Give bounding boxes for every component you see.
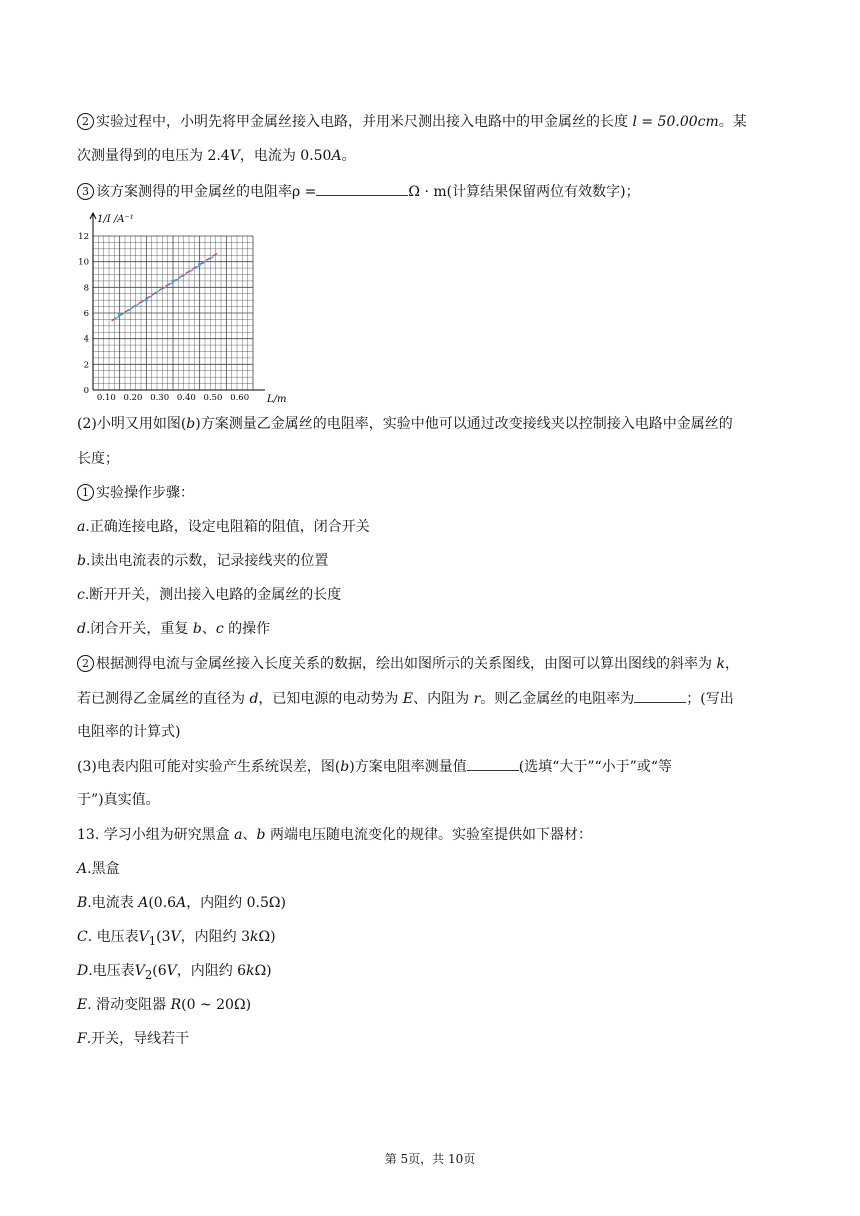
y-tick-label: 12 [78,232,89,242]
text: 。 [341,148,356,164]
answer-blank[interactable] [467,756,519,771]
text: 根据测得电流与金属丝接入长度关系的数据，绘出如图所示的关系图线，由图可以算出图线的斜率为 [96,656,712,672]
text: .电压表 [88,963,135,979]
text: E [77,997,88,1013]
y-tick-label: 10 [78,257,89,268]
answer-blank[interactable] [316,181,408,196]
text: a [77,519,86,535]
text: 2 [144,967,153,982]
data-point [198,263,201,266]
option-b [77,893,286,913]
text-line [77,790,160,810]
text: 于”)真实值。 [77,792,160,808]
text: ；(写出 [686,691,734,707]
page-footer: 第 5页，共 10页 [384,1152,476,1166]
chart-labels [97,214,287,405]
answer-blank[interactable] [634,688,686,703]
text: C [77,929,88,945]
text: 、 [242,827,257,843]
text: b [186,416,196,432]
text: (0.6 [148,895,177,911]
text: V [134,963,145,979]
text: .断开开关，测出接入电路的金属丝的长度 [84,587,342,603]
chart-grid [93,236,253,390]
text-line [77,449,119,469]
text-line [77,688,734,709]
circled-number: 1 [77,484,94,501]
circled-number: 2 [77,655,94,672]
text: .电流表 [87,895,134,911]
text: V [138,929,149,945]
question-13-title [77,825,592,845]
text: (0 ~ 20Ω) [181,997,252,1013]
text-line [77,146,356,166]
text: A [176,895,187,911]
text: b [77,553,86,569]
y-axis-label: 1/I /A⁻¹ [97,214,134,225]
math-d: d [249,691,259,707]
text: (选填“大于”“小于”或“等 [518,759,672,775]
y-tick-label: 6 [83,309,89,319]
text: V [166,963,177,979]
unit: V [229,148,240,164]
text: 长度； [77,451,119,467]
text-line [77,756,672,777]
text: F [77,1031,87,1047]
text: Ω) [258,929,276,945]
text: Ω) [254,963,272,979]
text-line [77,654,739,674]
text-line [77,112,747,132]
text: V [170,929,181,945]
y-tick-label: 8 [83,283,89,294]
text: (3 [156,929,171,945]
x-tick-label: 0.40 [176,393,196,403]
text: ，内阻约 6 [176,963,247,979]
circled-number: 2 [77,113,94,130]
step-c [77,585,341,605]
text: b [256,827,266,843]
text-line [77,722,180,742]
text: c [215,621,224,637]
math-length: l = 50.00cm [632,114,719,130]
text: . 滑动变阻器 [87,997,167,1013]
option-d [77,961,272,985]
step-d [77,619,270,639]
option-a [77,859,120,879]
text: D [77,963,89,979]
text: 电阻率的计算式) [77,724,181,740]
text: .读出电流表的示数，记录接线夹的位置 [85,553,329,569]
text: .正确连接电路，设定电阻箱的阻值，闭合开关 [85,519,370,535]
text: .黑盒 [87,861,120,877]
option-f [77,1029,189,1049]
text: .开关，导线若干 [86,1031,190,1047]
text-line [77,181,640,202]
circled-number: 3 [77,183,94,200]
line-chart [75,208,295,406]
step-a [77,517,370,537]
x-tick-label: 0.60 [230,393,250,403]
text: )方案测量乙金属丝的电阻率，实验中他可以通过改变接线夹以控制接入电路中金属丝的 [195,416,733,432]
text: (3)电表内阻可能对实验产生系统误差，图( [77,759,341,775]
text: A [138,895,149,911]
x-tick-label: 0.50 [203,393,223,403]
text: Ω · m(计算结果保留两位有效数字)； [408,184,640,200]
text: ，内阻约 0.5Ω) [186,895,286,911]
text: ，内阻约 3 [180,929,251,945]
text: A [77,861,88,877]
text: d [77,621,86,637]
text: k [250,929,259,945]
text: 该方案测得的甲金属丝的电阻率ρ = [96,184,317,200]
text: .闭合开关，重复 [85,621,189,637]
text: B [77,895,88,911]
text: 若已测得乙金属丝的直径为 [77,691,245,707]
text: c [77,587,85,603]
text: 次测量得到的电压为 2.4 [77,148,230,164]
data-point [118,313,121,316]
unit: A [331,148,342,164]
text: 实验操作步骤： [96,485,194,501]
step-b [77,551,328,571]
text: (6 [152,963,167,979]
option-e [77,995,251,1015]
text: (2)小明又用如图( [77,416,187,432]
text: 13. 学习小组为研究黑盒 [77,827,230,843]
x-axis-label: L/m [267,394,287,405]
text: b [192,621,202,637]
x-tick-label: 0.10 [96,393,116,403]
y-tick-label: 4 [83,334,89,345]
y-tick-label: 0 [83,386,89,396]
x-tick-label: 0.30 [150,393,170,403]
math-E: E [402,691,414,707]
option-c [77,927,276,951]
text: b [340,759,350,775]
x-tick-label: 0.20 [123,393,143,403]
text: a [234,827,243,843]
math-r: r [473,691,481,707]
text: 的操作 [228,621,271,637]
text: 、内阻为 [413,691,470,707]
text: ，已知电源的电动势为 [258,691,399,707]
chart-axes [90,213,265,390]
text: R [170,997,182,1013]
chart-series [112,253,219,321]
text: k [246,963,255,979]
text: 。则乙金属丝的电阻率为 [480,691,635,707]
math-k: k [716,656,725,672]
text: 两端电压随电流变化的规律。实验室提供如下器材： [269,827,592,843]
text-line [77,483,194,503]
text-line [77,414,733,434]
text: 。某 [718,114,747,130]
text: 实验过程中，小明先将甲金属丝接入电路，并用米尺测出接入电路中的甲金属丝的长度 [96,114,628,130]
y-tick-label: 2 [83,360,89,371]
text: ， [724,656,739,672]
data-point [145,299,148,302]
text: . 电压表 [87,929,139,945]
text: )方案电阻率测量值 [349,759,467,775]
text: ，电流为 0.50 [239,148,332,164]
text: 、 [201,621,216,637]
text: 1 [148,933,157,948]
data-point [171,279,174,282]
